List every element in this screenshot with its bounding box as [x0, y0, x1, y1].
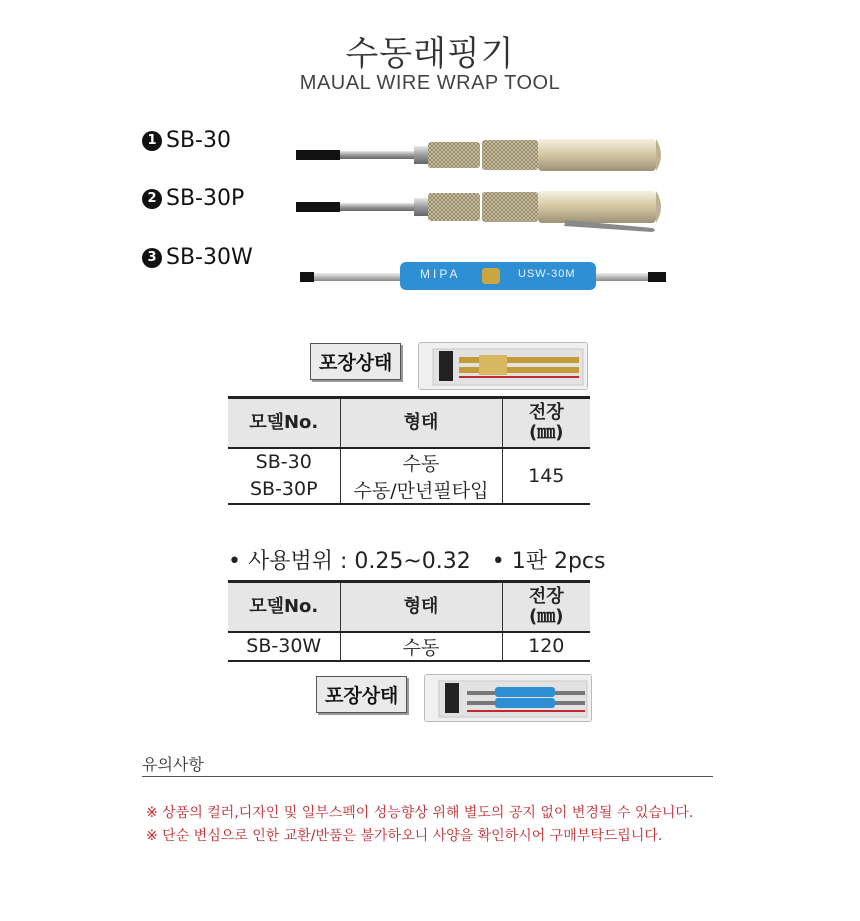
header-model: 모델No.	[249, 411, 319, 433]
tool-handle	[400, 262, 596, 290]
model-label-1	[142, 128, 231, 153]
packaging-label: 포장상태	[310, 343, 401, 380]
tool-image-sb30	[296, 134, 666, 180]
number-badge: 2	[142, 189, 162, 209]
header-type: 형태	[340, 582, 502, 632]
code-text: USW-30M	[518, 268, 576, 280]
header-length-label: 전장	[528, 401, 564, 423]
packaging-image-1	[418, 342, 588, 390]
tool-tip	[300, 272, 314, 282]
cell-type: 수동	[340, 448, 502, 476]
header-model: 모델No.	[249, 595, 319, 617]
spec-table-1	[228, 396, 590, 505]
cell-type: 수동	[340, 632, 502, 661]
model-name: SB-30W	[166, 245, 253, 270]
header-length-unit: (㎜)	[529, 421, 564, 443]
notice-title: 유의사항	[142, 755, 204, 774]
brand-text: MIPA	[420, 267, 461, 281]
model-label-2	[142, 186, 244, 211]
cell-model: SB-30W	[246, 635, 322, 657]
header-length-unit: (㎜)	[529, 605, 564, 627]
number-badge: 3	[142, 248, 162, 268]
packaging-label: 포장상태	[316, 676, 407, 713]
tool-shaft	[596, 273, 648, 281]
model-label-3	[142, 245, 253, 270]
tool-shaft	[314, 273, 400, 281]
page-subtitle: MAUAL WIRE WRAP TOOL	[299, 72, 561, 94]
tool-image-sb30w	[300, 258, 670, 294]
header-type: 형태	[340, 398, 502, 448]
spec-table-2	[228, 580, 590, 662]
header-length	[502, 582, 590, 632]
cell-model: SB-30P	[249, 478, 318, 500]
header-length-label: 전장	[528, 585, 564, 607]
notice-line-1: ※ 상품의 컬러,디자인 및 일부스펙이 성능향상 위해 별도의 공지 없이 변경될 수 있습니다.	[146, 805, 694, 821]
model-name: SB-30P	[166, 186, 245, 211]
table-row	[228, 448, 590, 476]
cell-length: 120	[502, 632, 590, 661]
packaging-image-2	[424, 674, 592, 722]
divider	[142, 776, 713, 777]
number-badge: 1	[142, 131, 162, 151]
tool-image-sb30p	[296, 188, 666, 236]
cell-model: SB-30	[255, 451, 312, 473]
notice-line-2: ※ 단순 변심으로 인한 교환/반품은 불가하오니 사양을 확인하시어 구매부탁드립니다.	[146, 828, 663, 844]
header-length	[502, 398, 590, 448]
cell-type: 수동/만년필타입	[340, 476, 502, 504]
cell-length: 145	[502, 448, 590, 504]
label-sticker	[482, 268, 500, 284]
tool-tip	[648, 272, 666, 282]
page-title: 수동래핑기	[345, 34, 515, 74]
model-name: SB-30	[166, 128, 231, 153]
table-row	[228, 632, 590, 661]
usage-range-text: • 사용범위 : 0.25~0.32 • 1판 2pcs	[228, 549, 606, 574]
